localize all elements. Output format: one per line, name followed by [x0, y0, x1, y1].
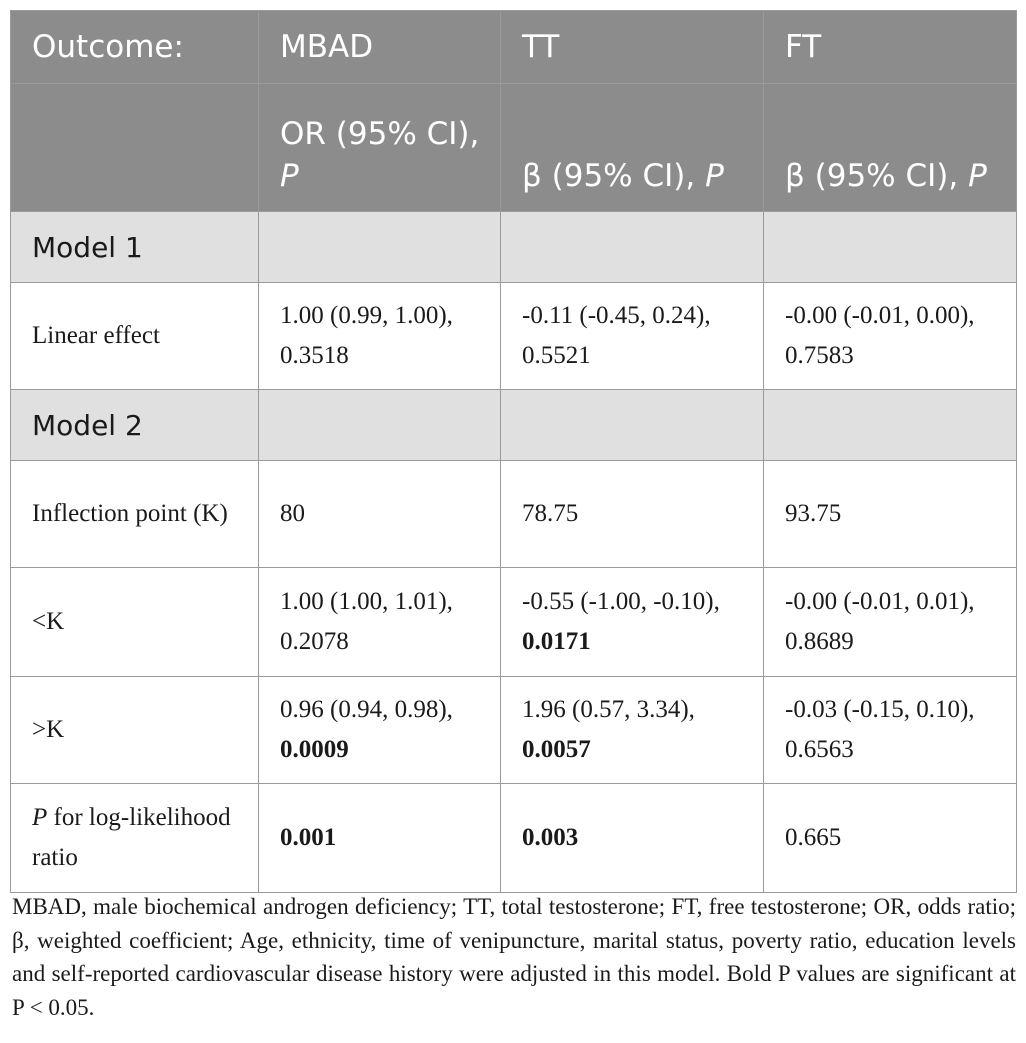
linear-effect-mbad	[259, 283, 501, 390]
linear-effect-row	[11, 283, 1017, 390]
model-2-empty-tt	[501, 390, 764, 461]
below-k-tt-value: -0.55 (-1.00, -0.10),	[522, 588, 720, 615]
model-1-empty-mbad	[259, 212, 501, 283]
p-log-likelihood-ft	[764, 784, 1017, 893]
inflection-point-mbad: 80	[259, 461, 501, 568]
model-1-empty-tt	[501, 212, 764, 283]
linear-effect-ft	[764, 283, 1017, 390]
p-log-likelihood-label	[11, 784, 259, 893]
above-k-mbad	[259, 677, 501, 784]
p-log-likelihood-label-p: P	[32, 804, 48, 831]
p-log-likelihood-mbad-p: 0.001	[280, 824, 337, 851]
header-tt-stat	[501, 84, 764, 212]
below-k-tt-p: 0.0171	[522, 628, 591, 655]
header-outcome: Outcome:	[11, 11, 259, 84]
header-ft-stat-text: β (95% CI),	[785, 158, 969, 194]
model-1-label: Model 1	[11, 212, 259, 283]
linear-effect-mbad-value: 1.00 (0.99, 1.00), 0.3518	[280, 302, 453, 369]
header-mbad-stat	[259, 84, 501, 212]
inflection-point-tt: 78.75	[501, 461, 764, 568]
inflection-point-row	[11, 461, 1017, 568]
linear-effect-ft-value: -0.00 (-0.01, 0.00), 0.7583	[785, 302, 975, 369]
p-log-likelihood-tt	[501, 784, 764, 893]
below-k-mbad	[259, 568, 501, 677]
below-k-mbad-value: 1.00 (1.00, 1.01), 0.2078	[280, 588, 453, 655]
table-footnote: MBAD, male biochemical androgen deficiency; TT, total testosterone; FT, free testosterone; OR, odds ratio; β, weighted coefficient; Age, ethnicity, time of venipuncture, marital status, poverty ratio, education levels and self-reported cardiovascular disease history were adjusted in this model. Bold P values are significant at P < 0.05.	[12, 894, 1016, 1020]
linear-effect-label: Linear effect	[11, 283, 259, 390]
header-ft: FT	[764, 11, 1017, 84]
p-log-likelihood-label-text: for log-likelihood ratio	[32, 804, 231, 871]
above-k-mbad-value: 0.96 (0.94, 0.98),	[280, 696, 453, 723]
above-k-ft-value: -0.03 (-0.15, 0.10), 0.6563	[785, 696, 975, 763]
below-k-ft-value: -0.00 (-0.01, 0.01), 0.8689	[785, 588, 975, 655]
header-mbad-stat-text: OR (95% CI),	[280, 116, 480, 152]
above-k-tt-value: 1.96 (0.57, 3.34),	[522, 696, 695, 723]
header-tt-stat-p: P	[705, 158, 724, 194]
inflection-point-label: Inflection point (K)	[11, 461, 259, 568]
above-k-mbad-p: 0.0009	[280, 736, 349, 763]
header-empty-cell	[11, 84, 259, 212]
p-log-likelihood-tt-p: 0.003	[522, 824, 579, 851]
model-2-empty-mbad	[259, 390, 501, 461]
below-k-label: <K	[11, 568, 259, 677]
header-tt: TT	[501, 11, 764, 84]
linear-effect-tt	[501, 283, 764, 390]
linear-effect-tt-value: -0.11 (-0.45, 0.24), 0.5521	[522, 302, 711, 369]
model-2-row	[11, 390, 1017, 461]
model-1-empty-ft	[764, 212, 1017, 283]
above-k-tt-p: 0.0057	[522, 736, 591, 763]
header-row-statistic	[11, 84, 1017, 212]
inflection-point-ft: 93.75	[764, 461, 1017, 568]
below-k-row	[11, 568, 1017, 677]
above-k-label: >K	[11, 677, 259, 784]
results-table	[10, 10, 1017, 893]
model-2-label: Model 2	[11, 390, 259, 461]
below-k-tt	[501, 568, 764, 677]
header-row-outcome	[11, 11, 1017, 84]
header-tt-stat-text: β (95% CI),	[522, 158, 706, 194]
model-2-empty-ft	[764, 390, 1017, 461]
header-ft-stat-p: P	[968, 158, 987, 194]
header-mbad: MBAD	[259, 11, 501, 84]
above-k-ft	[764, 677, 1017, 784]
p-log-likelihood-row	[11, 784, 1017, 893]
below-k-ft	[764, 568, 1017, 677]
model-1-row	[11, 212, 1017, 283]
p-log-likelihood-mbad	[259, 784, 501, 893]
header-mbad-stat-p: P	[280, 158, 299, 194]
p-log-likelihood-ft-value: 0.665	[785, 824, 842, 851]
above-k-row	[11, 677, 1017, 784]
header-ft-stat	[764, 84, 1017, 212]
above-k-tt	[501, 677, 764, 784]
results-table-figure	[10, 10, 1016, 893]
